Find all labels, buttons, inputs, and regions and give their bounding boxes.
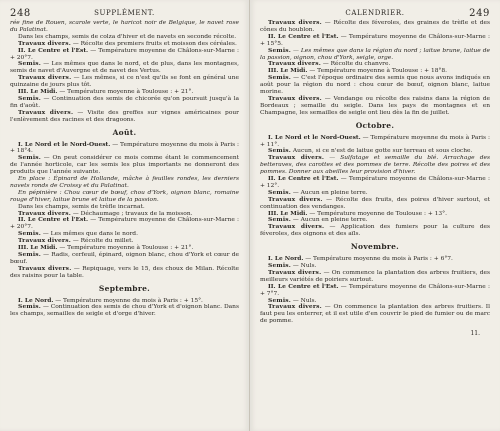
label: Semis. [18,230,42,238]
paragraph [260,48,490,62]
text: — Récolte des féveroles, des graines de trèfle et des cônes du houblon. [260,20,490,33]
label: Travaux divers. [18,108,74,116]
region-label: III. Le Midi. [18,88,58,96]
label: Travaux divers. [268,154,325,162]
label: Travaux divers. [268,94,322,102]
label: Semis. [268,46,292,54]
paragraph [10,155,239,176]
text: — Continuation des semis de chou d'York et d'oignon blanc. Dans les champs, semailles de seigle et d'orge d'hiver. [10,304,239,318]
label: Semis. [268,147,292,155]
paragraph [10,96,239,110]
text: — Aucun en pleine terre. [291,189,368,196]
paragraph: En place : Épinard de Hollande, mâche à feuilles rondes, les derniers navets ronds de Croissy et du Palatinat. [10,176,239,189]
text: — Récolte des premiers fruits et moisson des céréales. [70,40,237,47]
label: Semis. [268,216,292,224]
signature-mark: 11. [470,330,480,338]
paragraph [260,155,490,176]
text: — Température moyenne du mois à Paris : + 6°7. [303,256,453,263]
text: — On commence la plantation des arbres fruitiers. Il faut peu les enterrer, et il est utile d'en couvrir le pied de fumier ou de marc de pomme. [260,304,490,325]
text: — Récolte des fruits, des poires d'hiver surtout, et continuation des vendanges. [260,196,490,210]
label: Travaux divers. [268,19,322,26]
page-body [260,20,490,338]
text: — Repiquage, vers le 15, des choux de Milan. Récolte des raisins pour la table. [10,265,240,279]
label: Travaux divers. [18,209,71,217]
running-head: SUPPLÉMENT. [94,9,155,17]
text: — Température moyenne à Toulouse : + 21°. [57,245,194,252]
paragraph [10,110,239,124]
text: — Température moyenne de Châlons-sur-Marne : + 20°7. [10,47,239,61]
region-label: III. Le Midi. [268,67,308,75]
paragraph [260,270,490,284]
text: — Nuls. [291,263,317,269]
label: Semis. [268,296,292,304]
region-label: I. Le Nord et le Nord-Ouest. [18,140,111,148]
paragraph [10,61,239,75]
page-number: 249 [469,8,490,19]
paragraph [10,252,239,266]
page-body [10,20,239,318]
text: — Radis, cerfeuil, épinard, oignon blanc, chou d'York et cœur de bœuf. [10,252,239,265]
text: — Les mêmes que dans le nord. [41,231,138,238]
paragraph [10,217,239,231]
text: — Aucun en pleine terre. [291,217,368,224]
text: — Température moyenne de Toulouse : + 13°. [307,210,448,217]
paragraph [10,48,239,62]
text: — Les mêmes, si ce n'est qu'ils se font en général une quinzaine de jours plus tôt. [10,75,239,89]
label: Travaux divers. [268,223,325,231]
page-number: 248 [10,8,31,19]
region-label: I. Le Nord. [268,255,304,263]
paragraph: rée fine de Rouen, scarole verte, le haricot noir de Belgique, le navet rose du Palatinat. [10,20,239,33]
text: — Température moyenne de Châlons-sur-Marne : + 7°7. [260,283,490,297]
paragraph [10,142,239,156]
right-page [250,0,500,431]
label: Semis. [18,154,42,162]
paragraph [260,256,490,263]
paragraph [260,34,490,48]
text: — Température moyenne du mois à Paris : + 18°4. [10,141,240,155]
text: — Visite des greffes sur vignes américaines pour l'enlèvement des racines et des dragoons. [10,109,239,123]
label: Travaux divers. [18,74,72,82]
paragraph [10,266,239,280]
text: — Les mêmes que dans la région du nord ; laitue brune, laitue de la passion, oignon, chou d'York, seigle, orge. [260,47,490,61]
region-label: II. Le Centre et l'Est. [268,175,339,183]
paragraph [260,96,490,117]
paragraph [260,284,490,298]
text: — Application des fumiers pour la culture des féveroles, des oignons et des aïls. [260,224,490,238]
text: — Température moyenne de Châlons-sur-Marne : + 15°5. [260,33,490,47]
text: — Continuation des semis de chicorée qu'on poursuit jusqu'à la fin d'août. [10,95,239,109]
label: Semis. [18,251,42,258]
label: Semis. [18,60,42,68]
text: — Sulfatage et semaille du blé. Arrachage des betteraves, des carottes et des pommes de terre. Récolte des poires et des pommes. Donner aux abeilles leur provision d'hiver. [260,155,490,176]
month-heading: Octobre. [355,120,395,130]
text: — Récolte du chanvre. [320,61,391,68]
text: — On commence la plantation des arbres fruitiers, des meilleurs variétés de poiriers surtout. [260,269,490,283]
text: — On peut considérer ce mois comme étant le commencement de l'année horticole, car les semis les plus importants ne donneront des produits que l'année suivante. [10,155,239,176]
region-label: III. Le Midi. [18,244,58,252]
region-label: I. Le Nord. [18,296,54,304]
text: — Température moyenne de Châlons-sur-Marne : + 20°7. [10,217,239,231]
paragraph [260,135,490,149]
paragraph [10,245,239,252]
paragraph [260,176,490,190]
label: Semis. [268,262,292,269]
month-heading: Novembre. [350,242,400,252]
label: Travaux divers. [18,39,71,47]
label: Travaux divers. [268,195,323,203]
label: Semis. [18,94,42,102]
label: Semis. [268,188,292,196]
page-header [10,6,239,20]
label: Semis. [18,303,42,311]
region-label: II. Le Centre et l'Est. [268,282,339,290]
paragraph [260,197,490,211]
paragraph [10,304,239,318]
paragraph: Dans les champs, semis de colza d'hiver et de navets en seconde récolte. [18,33,237,40]
paragraph [260,224,490,238]
paragraph: Dans les champs, semis de trèfle incarnat. [18,203,145,210]
label: Semis. [268,74,292,82]
label: Travaux divers. [268,268,322,276]
text: — Température moyenne du mois à Paris : + 11°. [260,134,491,148]
text: — Nuls. [291,297,317,304]
text: — Vendange ou récolte des raisins dans la région de Bordeaux ; semaille du seigle. Dans les pays de montagnes et en Champagne, les semailles de seigle ont lieu dès la fin de juillet. [260,95,490,116]
label: Travaux divers. [18,264,72,272]
label: Travaux divers. [268,60,321,68]
text: — C'est l'époque ordinaire des semis que nous avons indiqués en août pour la région du nord : chou cœur de bœuf, oignon blanc, laitue morine. [260,75,490,96]
paragraph [10,75,239,89]
region-label: I. Le Nord et le Nord-Ouest. [268,133,361,141]
region-label: III. Le Midi. [268,209,308,217]
text: — Température moyenne à Toulouse : + 18°8. [307,68,448,75]
paragraph [260,20,490,34]
month-heading: Septembre. [98,283,151,293]
paragraph: En pépinière : Chou cœur de bœuf, chou d'York, oignon blanc, romaine rouge d'hiver, laitue brune et laitue de la passion. [10,189,239,203]
region-label: II. Le Centre et l'Est. [268,32,339,40]
text: Aucun, si ce n'est de laitue gotte sur terreau et sous cloche. [291,148,473,155]
paragraph [260,75,490,96]
region-label: II. Le Centre et l'Est. [18,46,89,54]
page-header [260,6,490,20]
month-heading: Août. [112,127,137,137]
region-label: II. Le Centre et l'Est. [18,216,89,224]
paragraph [10,89,239,96]
text: — Température moyenne à Toulouse : + 21°. [57,89,194,96]
text: — Récolte du millet. [70,238,134,245]
text: — Température moyenne du mois à Paris : + 15°. [53,297,203,304]
running-head: CALENDRIER. [345,9,405,17]
text: — Température moyenne de Châlons-sur-Marne : + 12°. [260,176,490,189]
label: Travaux divers. [18,237,71,245]
text: — Déchaumage ; travaux de la moisson. [70,210,193,217]
text: — Les mêmes que dans le nord, et de plus, dans les montagnes, semis de navet d'Auvergne et de navet des Vertus. [10,61,239,75]
label: Travaux divers. [268,303,322,311]
paragraph [260,304,490,325]
